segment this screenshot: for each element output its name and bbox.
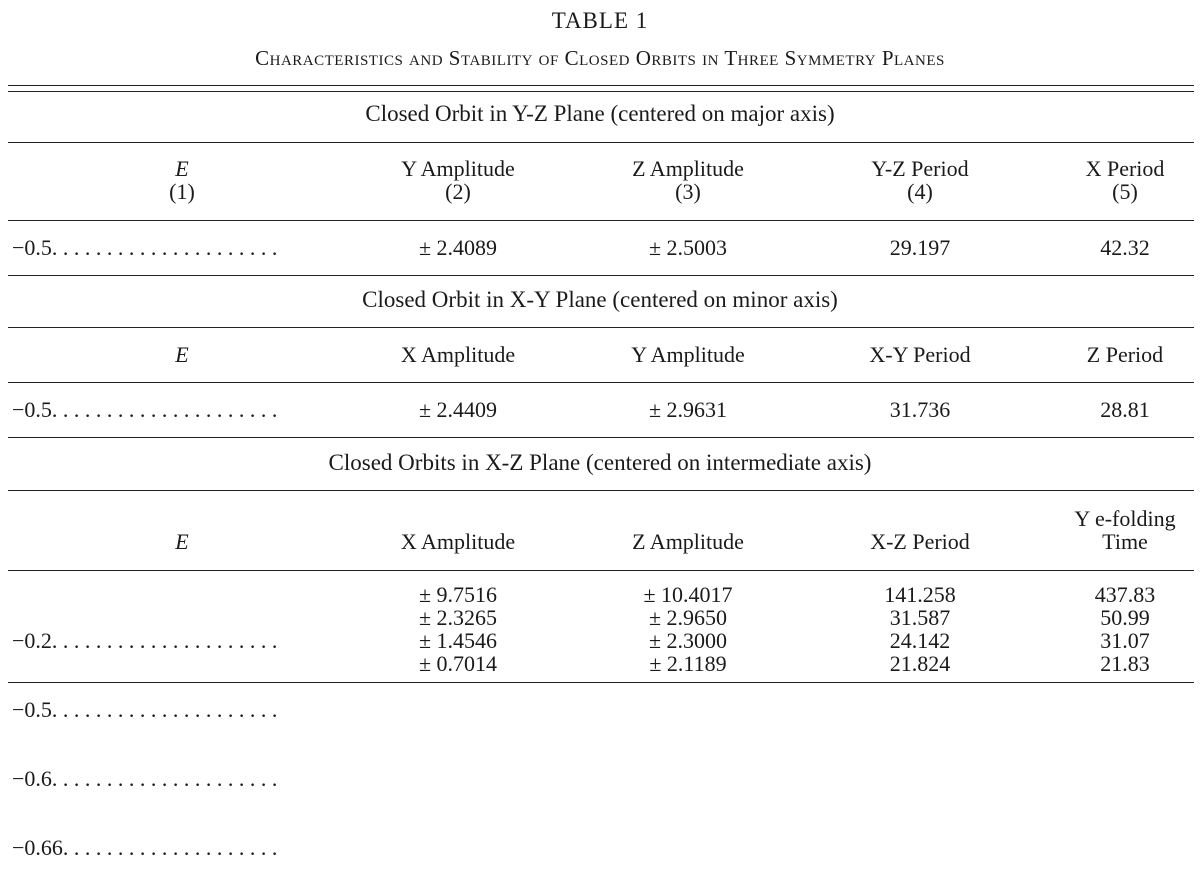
section-title-xz: Closed Orbits in X-Z Plane (centered on intermediate axis) [328, 450, 872, 475]
header-x-amplitude: X Amplitude [400, 342, 516, 367]
table-cell: 31.07 [1100, 628, 1150, 653]
row-z-amplitude: ± 2.5003 [648, 235, 728, 260]
header-number: (2) [445, 179, 471, 204]
table-cell: −0.6. . . . . . . . . . . . . . . . . . . . . [12, 766, 278, 791]
row-energy: −0.5. . . . . . . . . . . . . . . . . . . . . [12, 236, 278, 259]
row-z-period: 28.81 [1100, 397, 1150, 422]
header-e: E [175, 342, 189, 367]
header-number: (3) [675, 179, 701, 204]
row-x-amplitude: ± 2.4409 [418, 397, 498, 422]
table-cell: ± 2.3265 [418, 605, 498, 630]
rule [8, 142, 1194, 143]
table-cell: ± 2.3000 [648, 628, 728, 653]
rule [8, 327, 1194, 328]
rule [8, 382, 1194, 383]
z-amplitude-column [568, 583, 808, 675]
row-y-amplitude: ± 2.9631 [648, 397, 728, 422]
rule [8, 275, 1194, 276]
header-number: (4) [907, 179, 933, 204]
table-cell: −0.5. . . . . . . . . . . . . . . . . . . . . [12, 697, 278, 722]
header-label: Z Amplitude [632, 156, 744, 181]
header-xz-period: X-Z Period [870, 529, 970, 554]
table-cell: 141.258 [884, 582, 956, 607]
table-cell: 24.142 [889, 628, 951, 653]
section-title-xy: Closed Orbit in X-Y Plane (centered on minor axis) [362, 287, 838, 312]
header-z-period: Z Period [1086, 342, 1164, 367]
top-rule-2 [8, 91, 1194, 92]
row-xy-period: 31.736 [889, 397, 951, 422]
bottom-rule [8, 682, 1194, 683]
table-cell: ± 0.7014 [418, 651, 498, 676]
header-number: (1) [169, 179, 195, 204]
table-cell: 21.83 [1100, 651, 1150, 676]
section-title-yz: Closed Orbit in Y-Z Plane (centered on major axis) [365, 101, 835, 126]
header-label: X Period [1085, 156, 1165, 181]
table-title: TABLE 1 [551, 8, 649, 33]
header-y-amplitude: Y Amplitude [631, 342, 745, 367]
header-label: Y e-folding [1074, 506, 1176, 531]
xz-period-column [800, 583, 1040, 675]
energy-column [12, 583, 352, 882]
header-e: E [175, 529, 189, 554]
table-cell: 437.83 [1094, 582, 1156, 607]
row-y-amplitude: ± 2.4089 [418, 235, 498, 260]
header-label-line2: Time [1102, 529, 1148, 554]
header-z-amplitude: Z Amplitude [632, 529, 744, 554]
header-z-amplitude [568, 157, 808, 203]
table-cell: ± 10.4017 [643, 582, 733, 607]
table-cell: −0.66. . . . . . . . . . . . . . . . . . . . [12, 835, 278, 860]
row-energy: −0.5. . . . . . . . . . . . . . . . . . . . . [12, 398, 278, 421]
y-efolding-time-column [1050, 583, 1200, 675]
header-number: (5) [1112, 179, 1138, 204]
header-label: Y-Z Period [871, 156, 969, 181]
top-rule [8, 85, 1194, 86]
header-y-amplitude [338, 157, 578, 203]
header-label: E [175, 156, 189, 181]
table-cell: −0.2. . . . . . . . . . . . . . . . . . . . . [12, 628, 278, 653]
header-x-amplitude: X Amplitude [400, 529, 516, 554]
header-label: Y Amplitude [401, 156, 515, 181]
x-amplitude-column [338, 583, 578, 675]
rule [8, 490, 1194, 491]
row-x-period: 42.32 [1100, 235, 1150, 260]
header-y-efolding-time [1050, 507, 1200, 553]
header-e [12, 157, 352, 203]
table-cell: 50.99 [1100, 605, 1150, 630]
table-cell: ± 2.1189 [649, 651, 727, 676]
table-cell: ± 9.7516 [418, 582, 498, 607]
table-cell: ± 1.4546 [418, 628, 498, 653]
rule [8, 437, 1194, 438]
table-cell: 21.824 [889, 651, 951, 676]
table-subtitle: Characteristics and Stability of Closed Orbits in Three Symmetry Planes [255, 46, 945, 70]
header-yz-period [800, 157, 1040, 203]
rule [8, 570, 1194, 571]
header-x-period [1050, 157, 1200, 203]
table-cell: 31.587 [889, 605, 951, 630]
row-yz-period: 29.197 [889, 235, 951, 260]
table-cell: ± 2.9650 [648, 605, 728, 630]
header-xy-period: X-Y Period [869, 342, 971, 367]
rule [8, 220, 1194, 221]
